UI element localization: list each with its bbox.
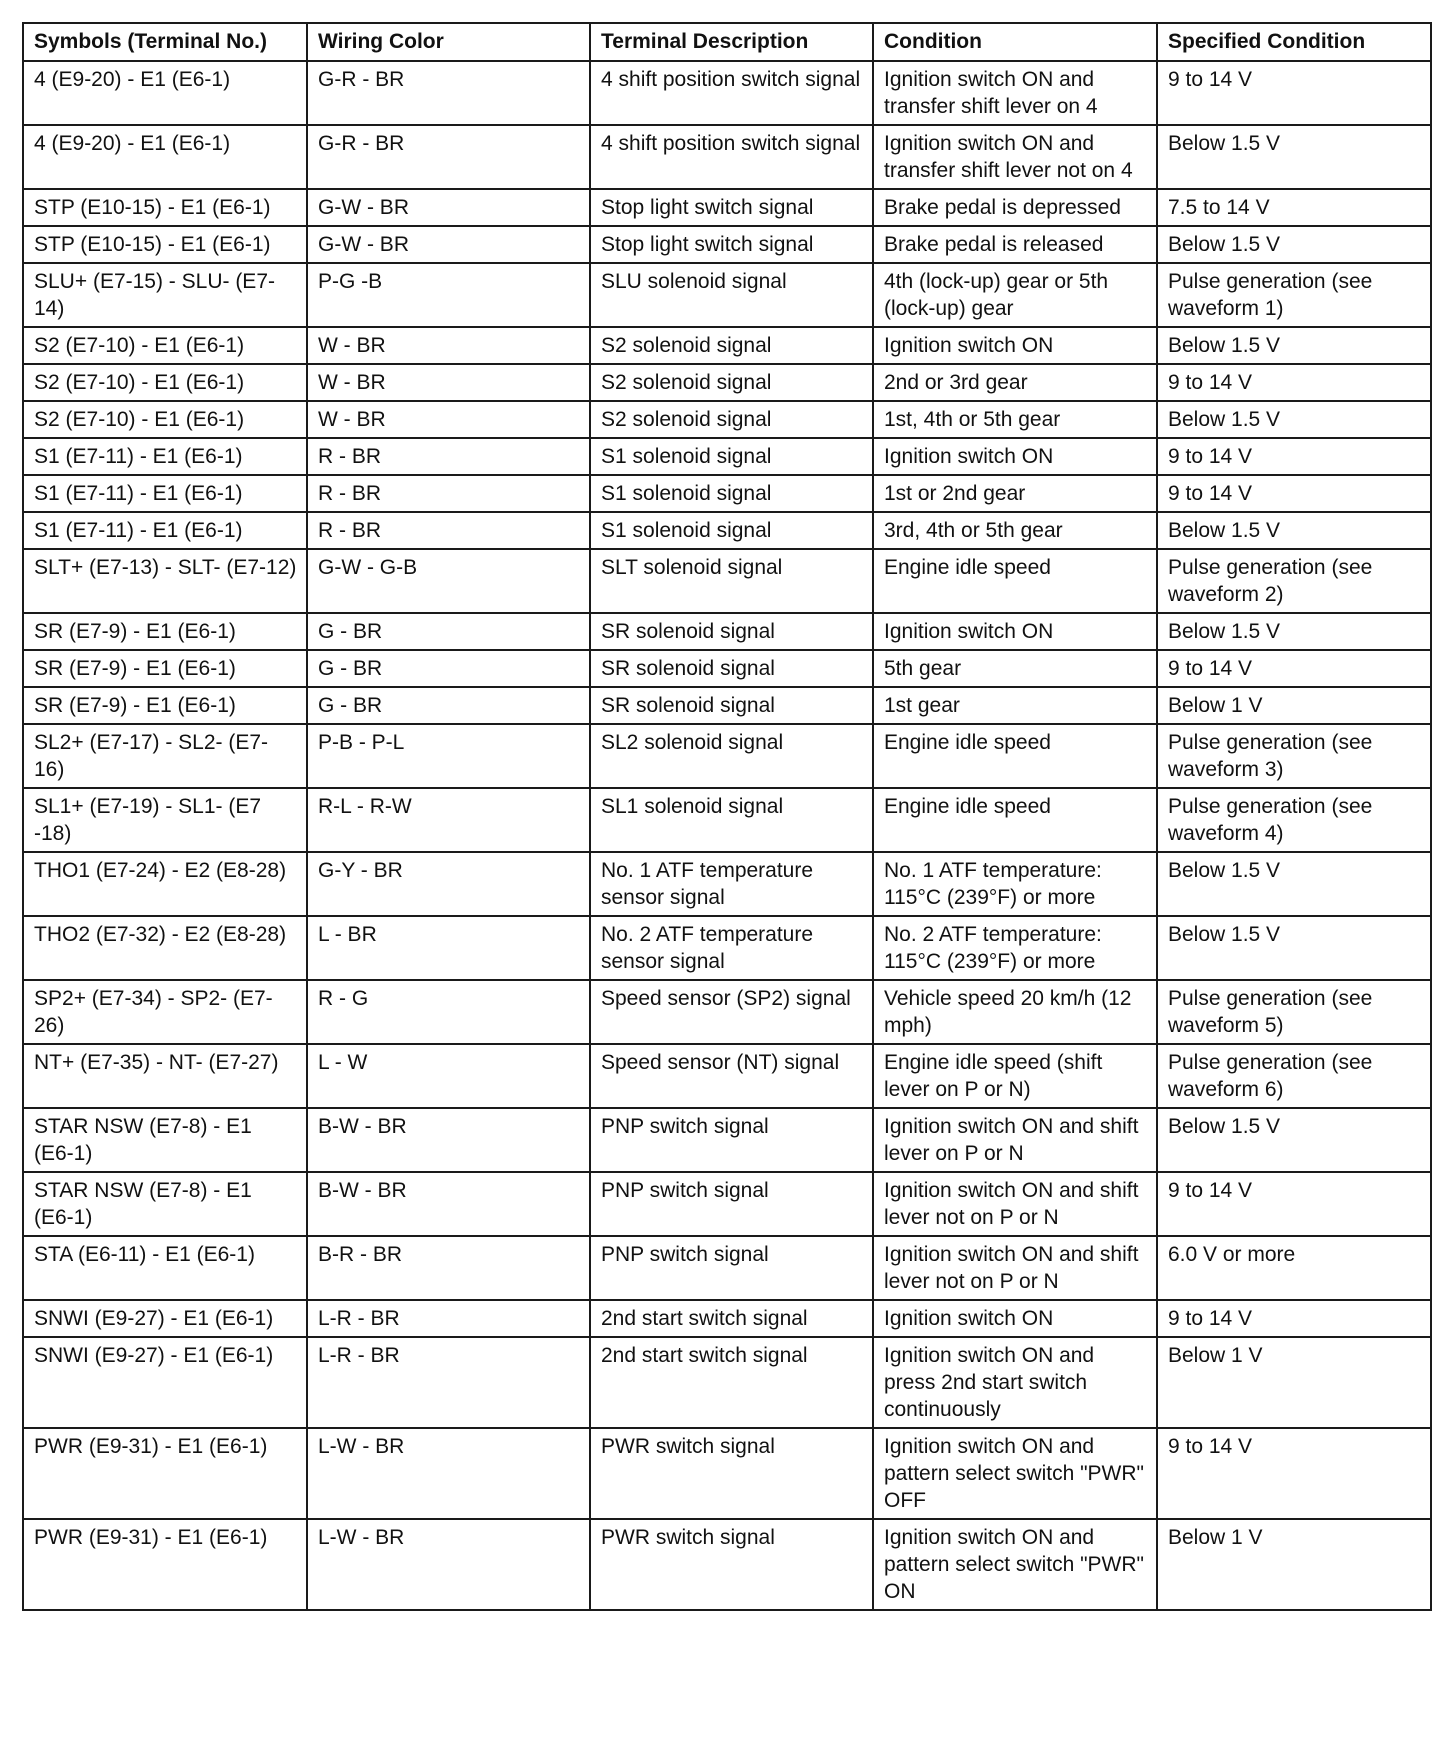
cell-specified-condition: 9 to 14 V bbox=[1157, 650, 1431, 687]
cell-wiring-color: L - BR bbox=[307, 916, 590, 980]
table-row bbox=[23, 1236, 1431, 1300]
cell-wiring-color: B-R - BR bbox=[307, 1236, 590, 1300]
cell-symbols: NT+ (E7-35) - NT- (E7-27) bbox=[23, 1044, 307, 1108]
cell-terminal-description: S1 solenoid signal bbox=[590, 438, 873, 475]
table-row bbox=[23, 687, 1431, 724]
header-specified-condition: Specified Condition bbox=[1157, 23, 1431, 61]
cell-specified-condition: Below 1.5 V bbox=[1157, 613, 1431, 650]
cell-condition: Ignition switch ON and pattern select switch "PWR" ON bbox=[873, 1519, 1157, 1610]
cell-condition: Ignition switch ON and pattern select switch "PWR" OFF bbox=[873, 1428, 1157, 1519]
cell-terminal-description: S1 solenoid signal bbox=[590, 512, 873, 549]
cell-symbols: SL2+ (E7-17) - SL2- (E7-16) bbox=[23, 724, 307, 788]
cell-condition: 2nd or 3rd gear bbox=[873, 364, 1157, 401]
cell-specified-condition: Below 1.5 V bbox=[1157, 852, 1431, 916]
cell-condition: Ignition switch ON bbox=[873, 438, 1157, 475]
cell-symbols: S1 (E7-11) - E1 (E6-1) bbox=[23, 475, 307, 512]
cell-terminal-description: SL2 solenoid signal bbox=[590, 724, 873, 788]
cell-symbols: PWR (E9-31) - E1 (E6-1) bbox=[23, 1428, 307, 1519]
cell-condition: Ignition switch ON and transfer shift lever on 4 bbox=[873, 61, 1157, 125]
cell-symbols: STA (E6-11) - E1 (E6-1) bbox=[23, 1236, 307, 1300]
cell-specified-condition: Below 1 V bbox=[1157, 687, 1431, 724]
cell-wiring-color: R - BR bbox=[307, 512, 590, 549]
cell-terminal-description: PNP switch signal bbox=[590, 1108, 873, 1172]
terminal-spec-table-container bbox=[22, 22, 1430, 1611]
cell-terminal-description: Stop light switch signal bbox=[590, 226, 873, 263]
cell-terminal-description: No. 2 ATF temperature sensor signal bbox=[590, 916, 873, 980]
cell-symbols: THO2 (E7-32) - E2 (E8-28) bbox=[23, 916, 307, 980]
cell-specified-condition: Pulse generation (see waveform 6) bbox=[1157, 1044, 1431, 1108]
cell-specified-condition: 9 to 14 V bbox=[1157, 364, 1431, 401]
cell-specified-condition: Below 1.5 V bbox=[1157, 327, 1431, 364]
header-row bbox=[23, 23, 1431, 61]
cell-symbols: 4 (E9-20) - E1 (E6-1) bbox=[23, 61, 307, 125]
cell-symbols: SLU+ (E7-15) - SLU- (E7-14) bbox=[23, 263, 307, 327]
cell-specified-condition: Below 1.5 V bbox=[1157, 1108, 1431, 1172]
cell-terminal-description: S1 solenoid signal bbox=[590, 475, 873, 512]
table-row bbox=[23, 1337, 1431, 1428]
cell-specified-condition: 6.0 V or more bbox=[1157, 1236, 1431, 1300]
table-row bbox=[23, 916, 1431, 980]
cell-symbols: THO1 (E7-24) - E2 (E8-28) bbox=[23, 852, 307, 916]
cell-wiring-color: L-W - BR bbox=[307, 1428, 590, 1519]
cell-terminal-description: 2nd start switch signal bbox=[590, 1300, 873, 1337]
cell-specified-condition: Below 1.5 V bbox=[1157, 512, 1431, 549]
cell-wiring-color: G - BR bbox=[307, 613, 590, 650]
cell-wiring-color: G-W - G-B bbox=[307, 549, 590, 613]
cell-wiring-color: W - BR bbox=[307, 364, 590, 401]
cell-condition: Engine idle speed bbox=[873, 788, 1157, 852]
cell-condition: 1st gear bbox=[873, 687, 1157, 724]
cell-terminal-description: S2 solenoid signal bbox=[590, 364, 873, 401]
cell-specified-condition: 9 to 14 V bbox=[1157, 1300, 1431, 1337]
cell-terminal-description: SR solenoid signal bbox=[590, 613, 873, 650]
table-row bbox=[23, 650, 1431, 687]
table-row bbox=[23, 263, 1431, 327]
table-row bbox=[23, 549, 1431, 613]
cell-symbols: SP2+ (E7-34) - SP2- (E7-26) bbox=[23, 980, 307, 1044]
cell-terminal-description: No. 1 ATF temperature sensor signal bbox=[590, 852, 873, 916]
cell-condition: Engine idle speed bbox=[873, 724, 1157, 788]
cell-condition: 3rd, 4th or 5th gear bbox=[873, 512, 1157, 549]
table-row bbox=[23, 512, 1431, 549]
cell-condition: 5th gear bbox=[873, 650, 1157, 687]
cell-symbols: S1 (E7-11) - E1 (E6-1) bbox=[23, 512, 307, 549]
cell-specified-condition: Below 1.5 V bbox=[1157, 125, 1431, 189]
cell-symbols: S2 (E7-10) - E1 (E6-1) bbox=[23, 364, 307, 401]
cell-terminal-description: SLU solenoid signal bbox=[590, 263, 873, 327]
cell-terminal-description: 4 shift position switch signal bbox=[590, 125, 873, 189]
cell-condition: Ignition switch ON bbox=[873, 1300, 1157, 1337]
cell-wiring-color: G - BR bbox=[307, 687, 590, 724]
table-row bbox=[23, 364, 1431, 401]
cell-specified-condition: Below 1 V bbox=[1157, 1337, 1431, 1428]
cell-specified-condition: Below 1.5 V bbox=[1157, 401, 1431, 438]
table-row bbox=[23, 1108, 1431, 1172]
cell-wiring-color: R - G bbox=[307, 980, 590, 1044]
cell-wiring-color: L - W bbox=[307, 1044, 590, 1108]
cell-terminal-description: S2 solenoid signal bbox=[590, 401, 873, 438]
table-row bbox=[23, 438, 1431, 475]
table-row bbox=[23, 613, 1431, 650]
header-wiring-color: Wiring Color bbox=[307, 23, 590, 61]
table-row bbox=[23, 226, 1431, 263]
table-row bbox=[23, 1519, 1431, 1610]
cell-wiring-color: G-R - BR bbox=[307, 61, 590, 125]
table-body bbox=[23, 61, 1431, 1610]
cell-specified-condition: Below 1.5 V bbox=[1157, 226, 1431, 263]
cell-condition: No. 1 ATF temperature: 115°C (239°F) or more bbox=[873, 852, 1157, 916]
cell-terminal-description: SLT solenoid signal bbox=[590, 549, 873, 613]
cell-wiring-color: R-L - R-W bbox=[307, 788, 590, 852]
cell-condition: Ignition switch ON bbox=[873, 327, 1157, 364]
cell-symbols: SL1+ (E7-19) - SL1- (E7 -18) bbox=[23, 788, 307, 852]
table-row bbox=[23, 1172, 1431, 1236]
cell-condition: Ignition switch ON and press 2nd start switch continuously bbox=[873, 1337, 1157, 1428]
cell-terminal-description: PWR switch signal bbox=[590, 1428, 873, 1519]
table-row bbox=[23, 1428, 1431, 1519]
table-row bbox=[23, 327, 1431, 364]
table-row bbox=[23, 125, 1431, 189]
cell-wiring-color: G-W - BR bbox=[307, 226, 590, 263]
cell-terminal-description: Stop light switch signal bbox=[590, 189, 873, 226]
table-header bbox=[23, 23, 1431, 61]
cell-wiring-color: R - BR bbox=[307, 475, 590, 512]
cell-condition: 1st or 2nd gear bbox=[873, 475, 1157, 512]
header-terminal-description: Terminal Description bbox=[590, 23, 873, 61]
cell-specified-condition: Pulse generation (see waveform 2) bbox=[1157, 549, 1431, 613]
cell-condition: Ignition switch ON and shift lever not on P or N bbox=[873, 1236, 1157, 1300]
cell-symbols: PWR (E9-31) - E1 (E6-1) bbox=[23, 1519, 307, 1610]
table-row bbox=[23, 788, 1431, 852]
cell-condition: Vehicle speed 20 km/h (12 mph) bbox=[873, 980, 1157, 1044]
table-row bbox=[23, 1300, 1431, 1337]
cell-wiring-color: L-W - BR bbox=[307, 1519, 590, 1610]
table-row bbox=[23, 980, 1431, 1044]
table-row bbox=[23, 1044, 1431, 1108]
table-row bbox=[23, 852, 1431, 916]
cell-wiring-color: G-R - BR bbox=[307, 125, 590, 189]
cell-wiring-color: G - BR bbox=[307, 650, 590, 687]
cell-terminal-description: S2 solenoid signal bbox=[590, 327, 873, 364]
cell-symbols: STAR NSW (E7-8) - E1 (E6-1) bbox=[23, 1172, 307, 1236]
terminal-spec-table bbox=[22, 22, 1432, 1611]
cell-terminal-description: Speed sensor (NT) signal bbox=[590, 1044, 873, 1108]
cell-terminal-description: 4 shift position switch signal bbox=[590, 61, 873, 125]
cell-terminal-description: 2nd start switch signal bbox=[590, 1337, 873, 1428]
cell-terminal-description: PNP switch signal bbox=[590, 1172, 873, 1236]
table-row bbox=[23, 61, 1431, 125]
cell-symbols: STP (E10-15) - E1 (E6-1) bbox=[23, 189, 307, 226]
header-condition: Condition bbox=[873, 23, 1157, 61]
cell-symbols: S2 (E7-10) - E1 (E6-1) bbox=[23, 401, 307, 438]
cell-wiring-color: L-R - BR bbox=[307, 1337, 590, 1428]
cell-symbols: 4 (E9-20) - E1 (E6-1) bbox=[23, 125, 307, 189]
cell-symbols: SR (E7-9) - E1 (E6-1) bbox=[23, 650, 307, 687]
cell-symbols: S1 (E7-11) - E1 (E6-1) bbox=[23, 438, 307, 475]
cell-symbols: SNWI (E9-27) - E1 (E6-1) bbox=[23, 1300, 307, 1337]
cell-condition: Ignition switch ON and shift lever not on P or N bbox=[873, 1172, 1157, 1236]
cell-specified-condition: 7.5 to 14 V bbox=[1157, 189, 1431, 226]
cell-wiring-color: W - BR bbox=[307, 401, 590, 438]
cell-symbols: STP (E10-15) - E1 (E6-1) bbox=[23, 226, 307, 263]
cell-condition: 1st, 4th or 5th gear bbox=[873, 401, 1157, 438]
cell-specified-condition: 9 to 14 V bbox=[1157, 61, 1431, 125]
table-row bbox=[23, 475, 1431, 512]
cell-specified-condition: Pulse generation (see waveform 3) bbox=[1157, 724, 1431, 788]
cell-condition: Ignition switch ON and transfer shift lever not on 4 bbox=[873, 125, 1157, 189]
cell-specified-condition: 9 to 14 V bbox=[1157, 1428, 1431, 1519]
cell-terminal-description: PNP switch signal bbox=[590, 1236, 873, 1300]
cell-condition: Ignition switch ON and shift lever on P or N bbox=[873, 1108, 1157, 1172]
cell-specified-condition: Pulse generation (see waveform 5) bbox=[1157, 980, 1431, 1044]
cell-wiring-color: P-G -B bbox=[307, 263, 590, 327]
cell-wiring-color: P-B - P-L bbox=[307, 724, 590, 788]
cell-specified-condition: Below 1.5 V bbox=[1157, 916, 1431, 980]
cell-wiring-color: W - BR bbox=[307, 327, 590, 364]
cell-terminal-description: SL1 solenoid signal bbox=[590, 788, 873, 852]
cell-terminal-description: Speed sensor (SP2) signal bbox=[590, 980, 873, 1044]
cell-symbols: SLT+ (E7-13) - SLT- (E7-12) bbox=[23, 549, 307, 613]
cell-wiring-color: B-W - BR bbox=[307, 1108, 590, 1172]
cell-condition: No. 2 ATF temperature: 115°C (239°F) or more bbox=[873, 916, 1157, 980]
cell-condition: 4th (lock-up) gear or 5th (lock-up) gear bbox=[873, 263, 1157, 327]
cell-condition: Engine idle speed (shift lever on P or N) bbox=[873, 1044, 1157, 1108]
cell-wiring-color: L-R - BR bbox=[307, 1300, 590, 1337]
cell-symbols: STAR NSW (E7-8) - E1 (E6-1) bbox=[23, 1108, 307, 1172]
table-row bbox=[23, 189, 1431, 226]
cell-wiring-color: G-Y - BR bbox=[307, 852, 590, 916]
cell-wiring-color: G-W - BR bbox=[307, 189, 590, 226]
cell-terminal-description: SR solenoid signal bbox=[590, 687, 873, 724]
cell-condition: Engine idle speed bbox=[873, 549, 1157, 613]
cell-symbols: SR (E7-9) - E1 (E6-1) bbox=[23, 613, 307, 650]
cell-condition: Ignition switch ON bbox=[873, 613, 1157, 650]
table-row bbox=[23, 724, 1431, 788]
cell-specified-condition: Below 1 V bbox=[1157, 1519, 1431, 1610]
table-row bbox=[23, 401, 1431, 438]
cell-specified-condition: 9 to 14 V bbox=[1157, 438, 1431, 475]
cell-symbols: SR (E7-9) - E1 (E6-1) bbox=[23, 687, 307, 724]
cell-terminal-description: PWR switch signal bbox=[590, 1519, 873, 1610]
cell-condition: Brake pedal is released bbox=[873, 226, 1157, 263]
cell-specified-condition: 9 to 14 V bbox=[1157, 475, 1431, 512]
cell-specified-condition: Pulse generation (see waveform 4) bbox=[1157, 788, 1431, 852]
cell-terminal-description: SR solenoid signal bbox=[590, 650, 873, 687]
cell-specified-condition: 9 to 14 V bbox=[1157, 1172, 1431, 1236]
cell-wiring-color: B-W - BR bbox=[307, 1172, 590, 1236]
cell-symbols: S2 (E7-10) - E1 (E6-1) bbox=[23, 327, 307, 364]
cell-condition: Brake pedal is depressed bbox=[873, 189, 1157, 226]
header-symbols: Symbols (Terminal No.) bbox=[23, 23, 307, 61]
cell-wiring-color: R - BR bbox=[307, 438, 590, 475]
cell-symbols: SNWI (E9-27) - E1 (E6-1) bbox=[23, 1337, 307, 1428]
cell-specified-condition: Pulse generation (see waveform 1) bbox=[1157, 263, 1431, 327]
